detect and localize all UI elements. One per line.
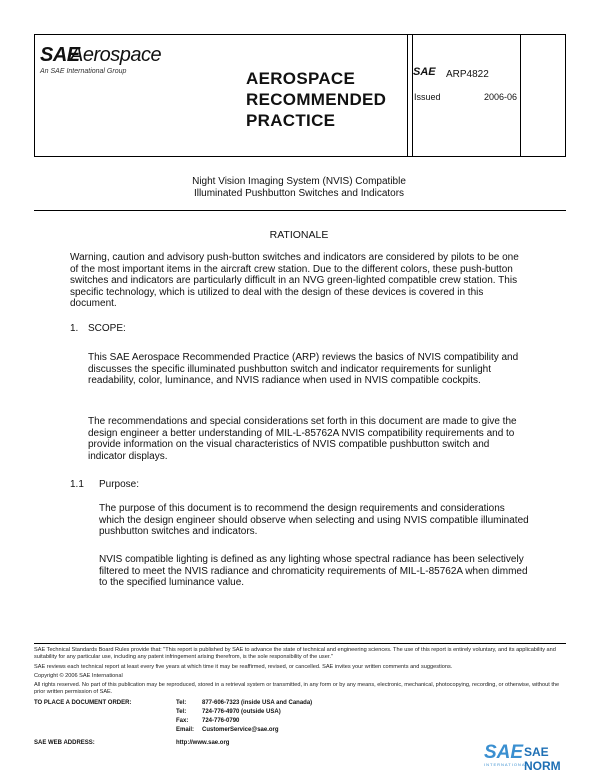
fax-label: Fax:: [176, 718, 189, 724]
footer-rights: All rights reserved. No part of this publication may be reproduced, stored in a retrieval system or transmitted, in any form or by any means, electronic, mechanical, photocopying, recording, or otherwise, without the prior written permission of SAE.: [34, 682, 560, 695]
footer-copyright: Copyright © 2006 SAE International: [34, 673, 123, 679]
aerospace-logo-text: Aerospace: [70, 44, 162, 66]
sae-mark: SAE: [413, 66, 436, 78]
footer-review: SAE reviews each technical report at least every five years at which time it may be reaffirmed, revised, or cancelled. SAE invites your written comments and suggestions.: [34, 664, 453, 670]
header-divider-3: [520, 34, 521, 157]
header-left-border: [34, 34, 35, 157]
section-number-scope: 1.: [70, 323, 79, 334]
rationale-heading: RATIONALE: [269, 229, 329, 241]
doc-type-line-3: PRACTICE: [246, 111, 336, 130]
title-bottom-border: [34, 210, 566, 211]
doc-type-line-2: RECOMMENDED: [246, 90, 387, 109]
scope-paragraph-1: This SAE Aerospace Recommended Practice (ARP) reviews the basics of NVIS compatibility and discusses the specific illuminated pushbutton switch and indicator requirements for sunlight readability, color, luminance, and NVIS radiance when used in NVIS compatible cockpits.: [88, 352, 519, 386]
header-right-border: [565, 34, 566, 157]
tel-value[interactable]: 877-606-7323 (inside USA and Canada): [202, 700, 313, 706]
purpose-paragraph-1: The purpose of this document is to recommend the design requirements and considerations which the design engineer should observe when selecting and using NVIS compatible illuminated pushbutton switches and indicators.: [99, 503, 529, 537]
sae-logo: SAE: [40, 44, 80, 66]
sae-norm-logo: [484, 740, 584, 773]
scope-paragraph-2: The recommendations and special considerations set forth in this document are made to give the design engineer a better understanding of MIL-L-85762A NVIS compatibility requirements and to provide information on the visual characteristics of NVIS compatible pushbutton switch and indicator displays.: [88, 416, 517, 462]
sae-norm-text: SAE NORM: [524, 745, 561, 773]
email-value[interactable]: CustomerService@sae.org: [202, 727, 279, 733]
web-value[interactable]: http://www.sae.org: [176, 740, 230, 746]
section-number-purpose: 1.1: [70, 479, 84, 490]
doc-type: [246, 68, 386, 131]
tel2-label: Tel:: [176, 709, 187, 715]
title-line-1: Night Vision Imaging System (NVIS) Compatible: [192, 176, 406, 187]
sae-norm-mark: SAE: [484, 742, 524, 763]
header-top-border: [34, 34, 566, 35]
section-heading-scope: SCOPE:: [88, 323, 126, 334]
issued-label: Issued: [414, 92, 441, 102]
fax-value: 724-776-0790: [202, 718, 240, 724]
footer-rules: SAE Technical Standards Board Rules provide that: "This report is published by SAE to advance the state of technical and engineering sciences. The use of this report is entirely voluntary, and its applicability and suitability for any particular use, including any patent infringement arising therefrom, is the sole responsibility of the user.": [34, 647, 556, 660]
doc-type-line-1: AEROSPACE: [246, 69, 356, 88]
section-heading-purpose: Purpose:: [99, 479, 140, 490]
web-label: SAE WEB ADDRESS:: [34, 740, 95, 746]
order-label: TO PLACE A DOCUMENT ORDER:: [34, 700, 132, 706]
rationale-text: Warning, caution and advisory push-button switches and indicators are considered by pilots to be one of the most important items in the aircraft crew station. Due to the different colors, these push-button switches and indicators are particularly difficult in an NVG green-lighted compatible crew station. This specific technology, which is utilized to deal with the design of these devices is covered in this document.: [70, 252, 519, 309]
sae-norm-subtitle: INTERNATIONAL: [484, 762, 529, 767]
logo-subtitle: An SAE International Group: [40, 68, 127, 75]
doc-number: ARP4822: [446, 69, 489, 80]
header-divider-1: [407, 34, 408, 157]
email-label: Email:: [176, 727, 195, 733]
tel-label: Tel:: [176, 700, 187, 706]
title-line-2: Illuminated Pushbutton Switches and Indicators: [193, 188, 405, 199]
tel2-value[interactable]: 724-776-4970 (outside USA): [202, 709, 281, 715]
document-title: [34, 176, 564, 200]
purpose-paragraph-2: NVIS compatible lighting is defined as any lighting whose spectral radiance has been selectively filtered to meet the NVIS radiance and chromaticity requirements of MIL-L-85762A when dimmed to the specified luminance value.: [99, 554, 528, 588]
header-divider-2: [412, 34, 413, 157]
header-bottom-border: [34, 156, 566, 157]
footer-separator: [34, 643, 566, 644]
issued-date: 2006-06: [484, 92, 518, 102]
